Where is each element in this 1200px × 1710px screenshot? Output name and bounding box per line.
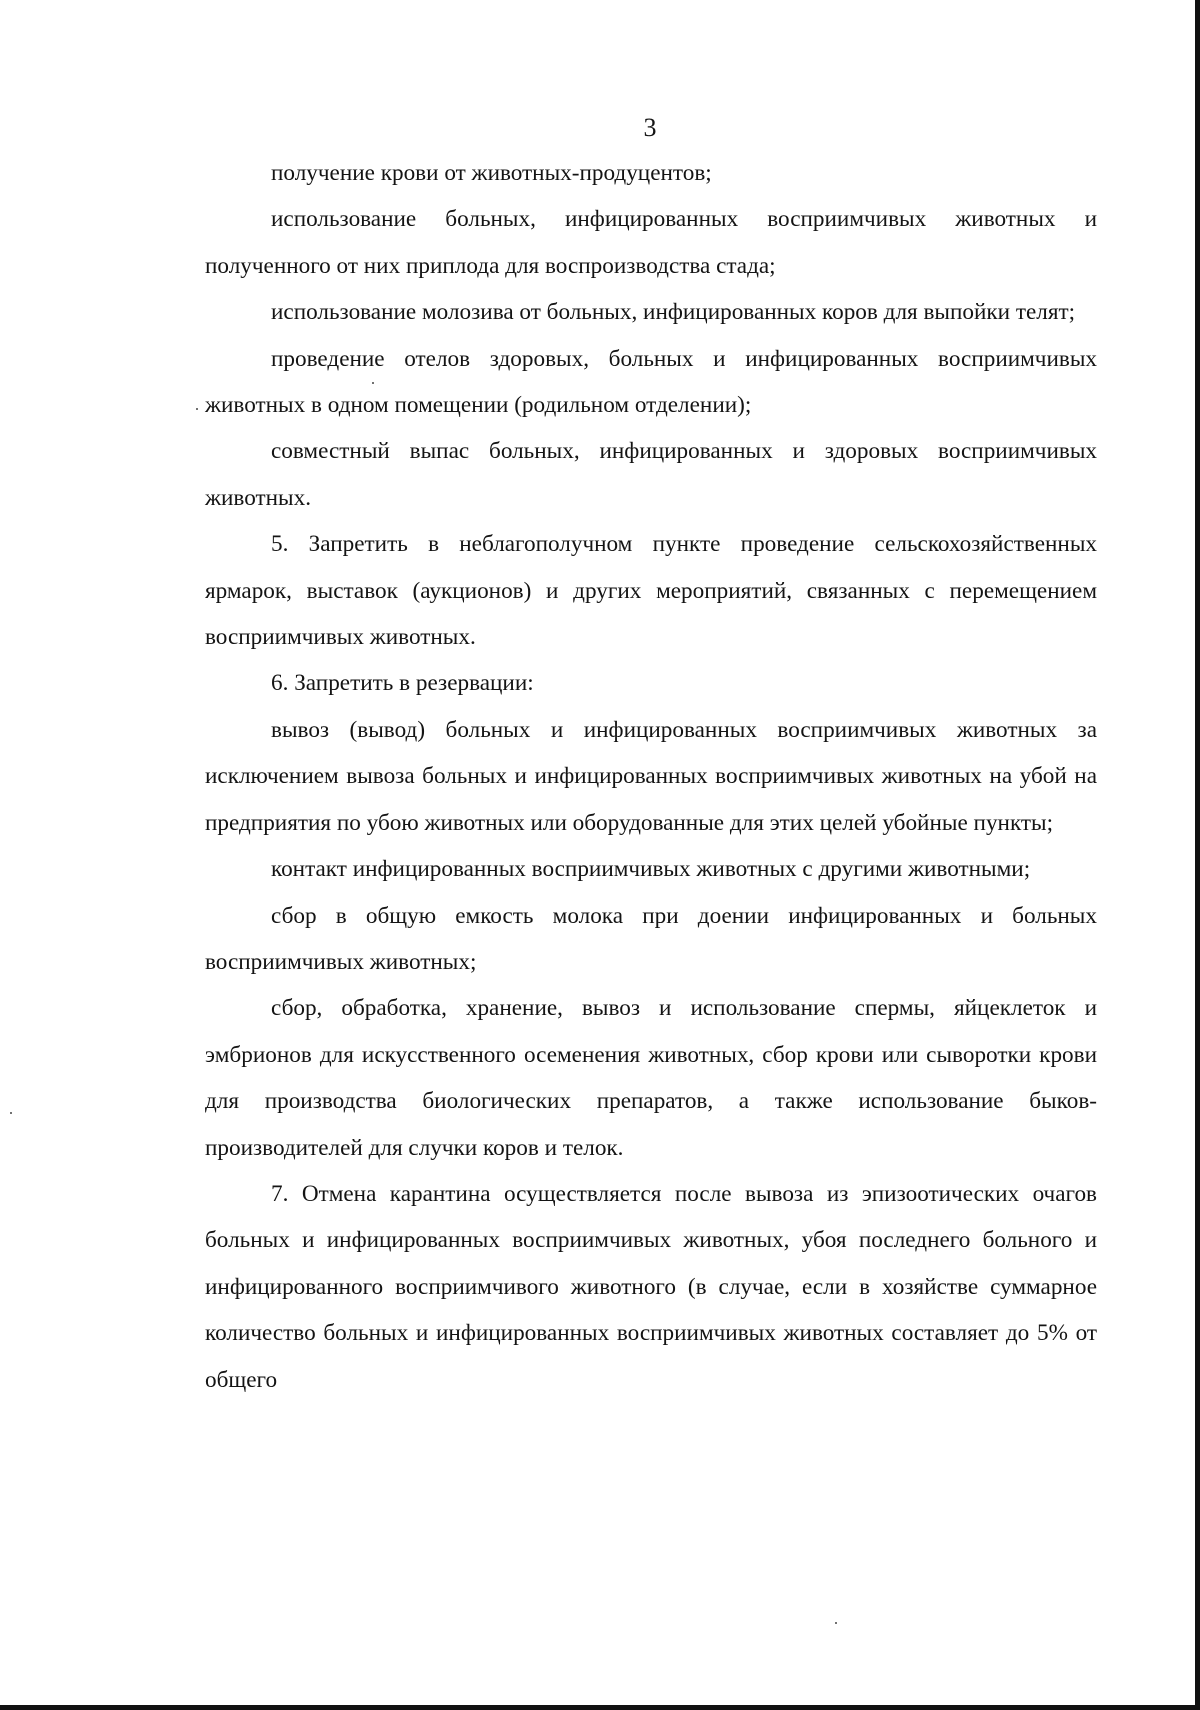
- paragraph-milk-collection: сбор в общую емкость молока при доении инфицированных и больных восприимчивых животных;: [205, 902, 1097, 975]
- scan-speck: [10, 1112, 12, 1114]
- scan-speck: [196, 408, 198, 410]
- scan-edge-bottom: [0, 1705, 1200, 1710]
- paragraph-joint-grazing: совместный выпас больных, инфицированных и здоровых восприимчивых животных.: [205, 438, 1097, 511]
- paragraph-contact-ban: контакт инфицированных восприимчивых животных с другими животными;: [271, 856, 1031, 883]
- paragraph-colostrum-use: использование молозива от больных, инфицированных коров для выпойки телят;: [271, 299, 1076, 326]
- paragraph-sperm-collection: сбор, обработка, хранение, вывоз и использование спермы, яйцеклеток и эмбрионов для искусственного осеменения животных, сбор крови или сыворотки крови для производства биологических препаратов, а также использование быков-производителей для случки коров и телок.: [205, 995, 1097, 1161]
- paragraph-item-7: 7. Отмена карантина осуществляется после вывоза из эпизоотических очагов больных и инфицированных восприимчивых животных, убоя последнего больного и инфицированного восприимчивого животного (в случае, если в хозяйстве суммарное количество больных и инфицированных восприимчивых животных составляет до 5% от общего: [205, 1180, 1097, 1393]
- paragraph-export-ban: вывоз (вывод) больных и инфицированных восприимчивых животных за исключением вывоза больных и инфицированных восприимчивых животных на убой на предприятия по убою животных или оборудованные для этих целей убойные пункты;: [205, 716, 1097, 836]
- scan-speck: [372, 382, 374, 384]
- document-body: [205, 150, 1097, 1403]
- paragraph-item-6-heading: 6. Запретить в резервации:: [271, 670, 534, 697]
- page-number: 3: [643, 113, 657, 142]
- paragraph-item-5: 5. Запретить в неблагополучном пункте проведение сельскохозяйственных ярмарок, выставок (аукционов) и других мероприятий, связанных с перемещением восприимчивых животных.: [205, 531, 1097, 651]
- paragraph-breeding-use: использование больных, инфицированных восприимчивых животных и полученного от них приплода для воспроизводства стада;: [205, 206, 1097, 279]
- paragraph-blood-collection: получение крови от животных-продуцентов;: [271, 160, 712, 186]
- scan-edge-right: [1195, 0, 1200, 1710]
- paragraph-calving: проведение отелов здоровых, больных и инфицированных восприимчивых животных в одном помещении (родильном отделении);: [205, 345, 1097, 419]
- scan-speck: [835, 1622, 837, 1624]
